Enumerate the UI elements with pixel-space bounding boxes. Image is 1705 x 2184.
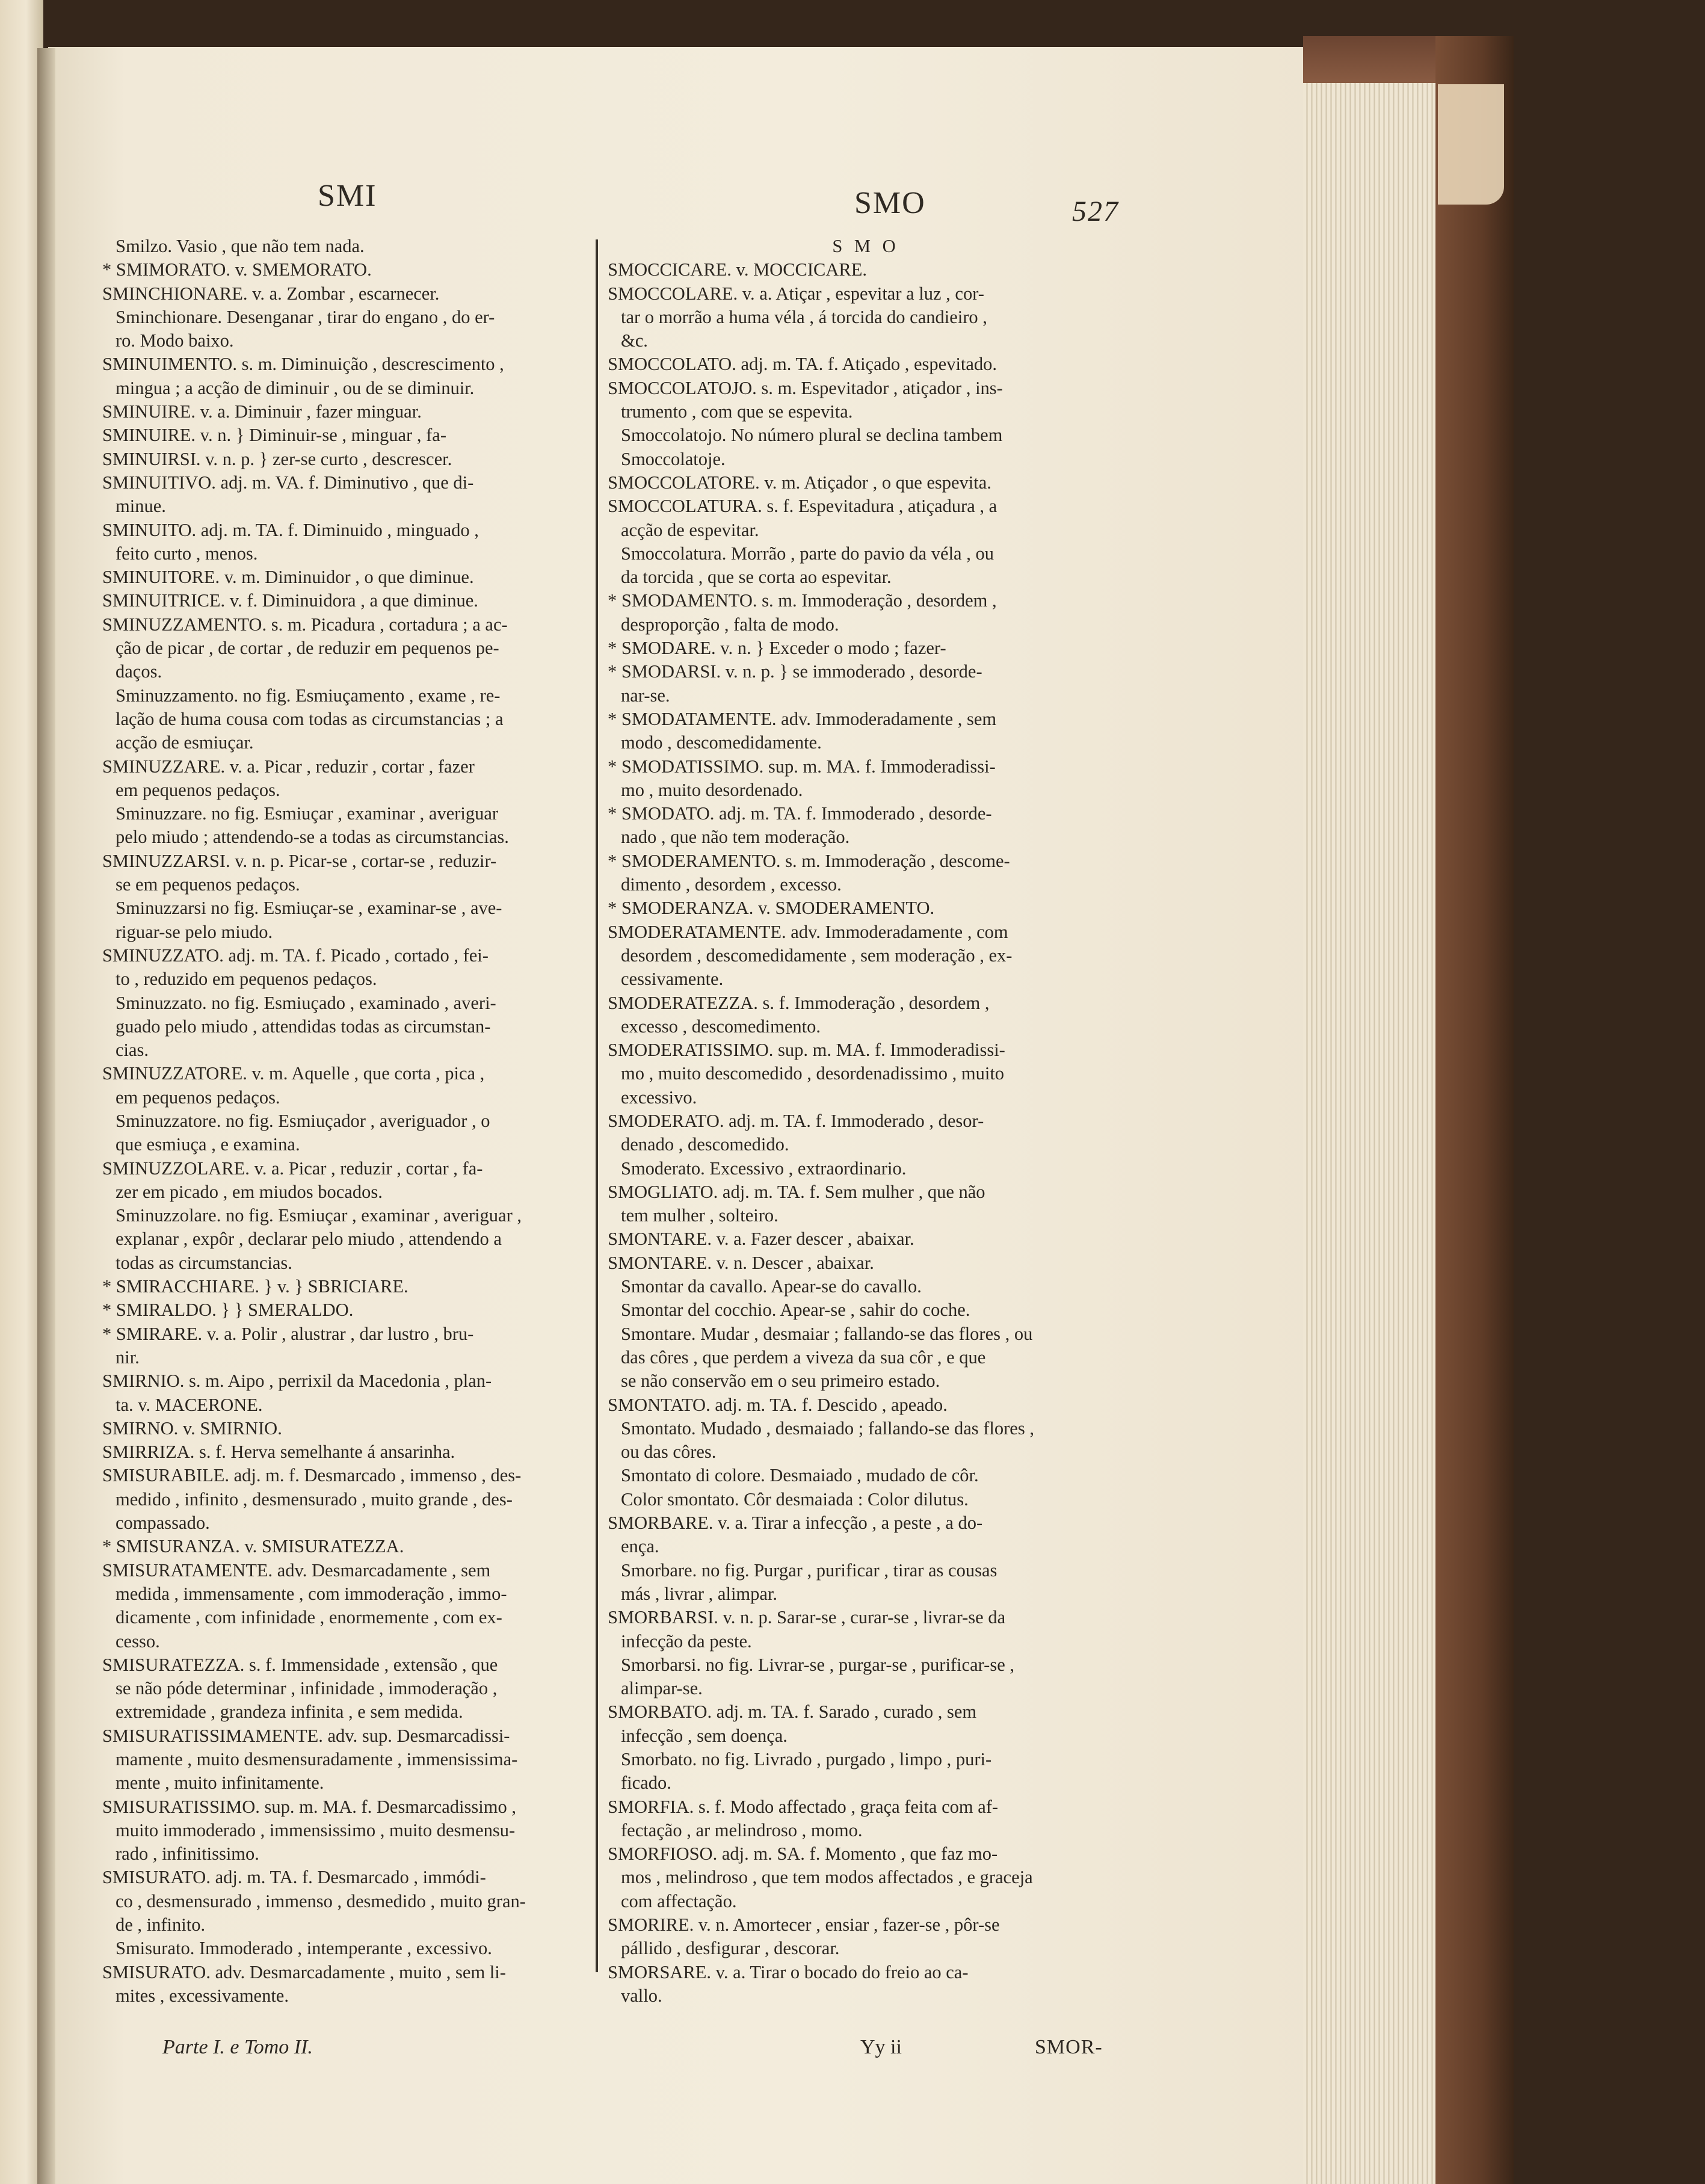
text-line: SMONTATO. adj. m. TA. f. Descido , apeado. [608, 1394, 948, 1415]
text-line: mingua ; a acção de diminuir , ou de se diminuir. [116, 377, 475, 398]
signature-mark: Yy ii [860, 2036, 902, 2058]
text-line: explanar , expôr , declarar pelo miudo , attendendo a [116, 1229, 502, 1250]
text-line: mente , muito infinitamente. [116, 1772, 324, 1794]
text-line: Smorbarsi. no fig. Livrar-se , purgar-se , purificar-se , [621, 1654, 1014, 1675]
text-line: SMONTARE. v. n. Descer , abaixar. [608, 1252, 874, 1273]
text-line: SMINUIRE. v. a. Diminuir , fazer minguar. [102, 401, 422, 422]
text-line: mo , muito descomedido , desordenadissimo , muito [621, 1063, 1005, 1084]
text-line: * SMODARE. v. n. } Exceder o modo ; fazer- [608, 638, 946, 659]
text-line: ficado. [621, 1772, 671, 1794]
column-rule [596, 239, 598, 1972]
text-line: guado pelo miudo , attendidas todas as circumstan- [116, 1016, 491, 1037]
text-line: SMOCCOLATORE. v. m. Atiçador , o que espevita. [608, 472, 991, 493]
text-line: * SMODERANZA. v. SMODERAMENTO. [608, 898, 935, 919]
text-line: dicamente , com infinidade , enormemente , com ex- [116, 1607, 502, 1628]
text-line: SMINUIRSI. v. n. p. } zer-se curto , descrescer. [102, 448, 452, 469]
text-line: SMOCCOLATOJO. s. m. Espevitador , atiçador , ins- [608, 377, 1003, 398]
text-line: infecção , sem doença. [621, 1725, 788, 1746]
text-line: SMINUZZARSI. v. n. p. Picar-se , cortar-se , reduzir- [102, 850, 497, 871]
text-line: Smontato. Mudado , desmaiado ; fallando-se das flores , [621, 1417, 1034, 1439]
text-line: SMOCCOLATO. adj. m. TA. f. Atiçado , espevitado. [608, 354, 997, 375]
text-line: SMIRNO. v. SMIRNIO. [102, 1417, 282, 1439]
text-line: cessivamente. [621, 969, 724, 990]
text-line: tar o morrão a huma véla , á torcida do candieiro , [621, 306, 987, 327]
text-line: se em pequenos pedaços. [116, 874, 300, 895]
text-line: cesso. [116, 1630, 160, 1652]
text-line: SMISURATEZZA. s. f. Immensidade , extensão , que [102, 1654, 498, 1675]
text-line: Smontare. Mudar , desmaiar ; fallando-se das flores , ou [621, 1323, 1033, 1344]
text-line: &c. [621, 330, 648, 351]
text-line: SMODERATAMENTE. adv. Immoderadamente , com [608, 921, 1008, 942]
text-line: de , infinito. [116, 1914, 206, 1936]
text-line: * SMIMORATO. v. SMEMORATO. [102, 259, 372, 280]
text-line: SMINUZZOLARE. v. a. Picar , reduzir , cortar , fa- [102, 1158, 483, 1179]
page-number: 527 [1072, 196, 1119, 227]
text-line: * SMIRARE. v. a. Polir , alustrar , dar lustro , bru- [102, 1323, 474, 1344]
text-line: das côres , que perdem a viveza da sua côr , e que [621, 1346, 986, 1368]
text-line: ção de picar , de cortar , de reduzir em pequenos pe- [116, 638, 499, 659]
text-line: SMIRRIZA. s. f. Herva semelhante á ansarinha. [102, 1442, 455, 1463]
text-line: lação de huma cousa com todas as circumstancias ; a [116, 708, 504, 729]
catchword: SMOR- [1035, 2036, 1103, 2058]
text-line: Sminuzzamento. no fig. Esmiuçamento , exame , re- [116, 685, 501, 706]
text-line: pállido , desfigurar , descorar. [621, 1938, 840, 1959]
text-line: SMISURATO. adj. m. TA. f. Desmarcado , immódi- [102, 1867, 486, 1888]
text-line: Smontar del cocchio. Apear-se , sahir do coche. [621, 1300, 970, 1321]
text-line: Smisurato. Immoderado , intemperante , excessivo. [116, 1938, 492, 1959]
text-line: desproporção , falta de modo. [621, 614, 839, 635]
text-line: SMOCCOLARE. v. a. Atiçar , espevitar a luz , cor- [608, 283, 984, 304]
text-line: compassado. [116, 1513, 210, 1534]
text-line: Sminuzzare. no fig. Esmiuçar , examinar , averiguar [116, 803, 499, 824]
text-line: nir. [116, 1346, 140, 1368]
text-line: todas as circumstancias. [116, 1252, 292, 1273]
text-line: em pequenos pedaços. [116, 779, 280, 800]
text-line: que esmiuça , e examina. [116, 1134, 300, 1155]
text-line: SMODERATISSIMO. sup. m. MA. f. Immoderadissi- [608, 1040, 1005, 1061]
text-line: SMISURATISSIMAMENTE. adv. sup. Desmarcadissi- [102, 1725, 510, 1746]
text-line: SMISURATISSIMO. sup. m. MA. f. Desmarcadissimo , [102, 1796, 516, 1817]
text-line: Color smontato. Côr desmaiada : Color dilutus. [621, 1488, 969, 1510]
book-gutter [37, 48, 55, 2184]
text-line: SMINUITRICE. v. f. Diminuidora , a que diminue. [102, 590, 478, 611]
text-line: SMINCHIONARE. v. a. Zombar , escarnecer. [102, 283, 440, 304]
text-line: da torcida , que se corta ao espevitar. [621, 567, 892, 588]
text-line: SMOCCICARE. v. MOCCICARE. [608, 259, 868, 280]
text-line: SMORBARSI. v. n. p. Sarar-se , curar-se , livrar-se da [608, 1607, 1006, 1628]
text-line: feito curto , menos. [116, 543, 258, 564]
text-line: daços. [116, 661, 162, 682]
text-line: excesso , descomedimento. [621, 1016, 821, 1037]
text-line: dimento , desordem , excesso. [621, 874, 842, 895]
text-line: se não conservão em o seu primeiro estado. [621, 1371, 940, 1392]
text-line: * SMODATO. adj. m. TA. f. Immoderado , desorde- [608, 803, 992, 824]
text-line: * SMODAMENTO. s. m. Immoderação , desordem , [608, 590, 997, 611]
paper-tab [1438, 84, 1504, 205]
text-line: modo , descomedidamente. [621, 732, 822, 753]
text-line: ro. Modo baixo. [116, 330, 234, 351]
text-line: acção de espevitar. [621, 519, 759, 540]
text-line: acção de esmiuçar. [116, 732, 254, 753]
text-line: Sminchionare. Desenganar , tirar do engano , do er- [116, 306, 495, 327]
text-line: * SMIRACCHIARE. } v. } SBRICIARE. [102, 1276, 409, 1297]
text-line: minue. [116, 496, 166, 517]
text-line: * SMIRALDO. } } SMERALDO. [102, 1300, 354, 1321]
text-line: ou das côres. [621, 1442, 717, 1463]
text-line: medido , infinito , desmensurado , muito grande , des- [116, 1488, 513, 1510]
text-line: SMINUITO. adj. m. TA. f. Diminuido , minguado , [102, 519, 479, 540]
text-line: Smoccolatura. Morrão , parte do pavio da véla , ou [621, 543, 994, 564]
text-line: Sminuzzatore. no fig. Esmiuçador , averiguador , o [116, 1110, 490, 1131]
text-line: SMINUIRE. v. n. } Diminuir-se , minguar , fa- [102, 425, 446, 446]
text-line: mamente , muito desmensuradamente , immensissima- [116, 1749, 518, 1769]
running-head-right: SMO [854, 186, 926, 220]
text-line: SMORIRE. v. n. Amortecer , ensiar , fazer-se , pôr-se [608, 1914, 1000, 1936]
text-line: Smoccolatoje. [621, 448, 726, 469]
text-line: * SMODARSI. v. n. p. } se immoderado , desorde- [608, 661, 982, 682]
text-line: extremidade , grandeza infinita , e sem medida. [116, 1701, 463, 1723]
text-line: se não póde determinar , infinidade , immoderação , [116, 1678, 498, 1699]
page-block-edges [1303, 83, 1435, 2184]
text-line: Smontato di colore. Desmaiado , mudado de côr. [621, 1465, 979, 1486]
text-line: Smoccolatojo. No número plural se declina tambem [621, 425, 1003, 446]
left-column [102, 235, 596, 2008]
text-line: excessivo. [621, 1087, 697, 1108]
right-column [608, 235, 1124, 2008]
running-head-left: SMI [318, 179, 377, 213]
text-line: desordem , descomedidamente , sem moderação , ex- [621, 945, 1013, 966]
text-line: S M O [832, 236, 899, 256]
text-line: mos , melindroso , que tem modos affectados , e graceja [621, 1867, 1033, 1888]
text-line: * SMODERAMENTO. s. m. Immoderação , descome- [608, 850, 1010, 871]
text-line: ença. [621, 1536, 659, 1557]
text-line: SMIRNIO. s. m. Aipo , perrixil da Macedonia , plan- [102, 1371, 492, 1392]
text-line: SMINUZZATORE. v. m. Aquelle , que corta , pica , [102, 1063, 485, 1084]
text-line: SMISURATAMENTE. adv. Desmarcadamente , sem [102, 1559, 491, 1581]
text-line: Smilzo. Vasio , que não tem nada. [116, 236, 365, 256]
text-line: tem mulher , solteiro. [621, 1205, 779, 1226]
text-line: cias. [116, 1040, 149, 1061]
text-line: pelo miudo ; attendendo-se a todas as circumstancias. [116, 827, 509, 848]
text-line: Smorbare. no fig. Purgar , purificar , tirar as cousas [621, 1559, 997, 1581]
text-line: SMORFIA. s. f. Modo affectado , graça feita com af- [608, 1796, 999, 1817]
text-line: SMINUZZAMENTO. s. m. Picadura , cortadura ; a ac- [102, 614, 508, 635]
text-line: Sminuzzolare. no fig. Esmiuçar , examinar , averiguar , [116, 1205, 522, 1226]
background [1514, 0, 1705, 2184]
text-line: SMOGLIATO. adj. m. TA. f. Sem mulher , que não [608, 1181, 985, 1202]
text-line: infecção da peste. [621, 1630, 752, 1652]
text-line: nar-se. [621, 685, 670, 706]
text-line: rado , infinitissimo. [116, 1843, 259, 1865]
text-line: Smoderato. Excessivo , extraordinario. [621, 1158, 907, 1179]
text-line: SMOCCOLATURA. s. f. Espevitadura , atiçadura , a [608, 496, 997, 517]
text-line: nado , que não tem moderação. [621, 827, 850, 848]
text-line: * SMODATISSIMO. sup. m. MA. f. Immoderadissi- [608, 756, 996, 777]
text-line: SMISURABILE. adj. m. f. Desmarcado , immenso , des- [102, 1465, 522, 1486]
text-line: más , livrar , alimpar. [621, 1583, 778, 1604]
text-line: zer em picado , em miudos bocados. [116, 1181, 383, 1202]
text-line: mo , muito desordenado. [621, 779, 803, 800]
text-line: riguar-se pelo miudo. [116, 921, 273, 942]
text-line: SMORBATO. adj. m. TA. f. Sarado , curado , sem [608, 1701, 977, 1723]
text-line: to , reduzido em pequenos pedaços. [116, 969, 377, 990]
text-line: * SMISURANZA. v. SMISURATEZZA. [102, 1536, 404, 1557]
text-line: em pequenos pedaços. [116, 1087, 280, 1108]
text-line: * SMODATAMENTE. adv. Immoderadamente , sem [608, 708, 997, 729]
text-line: SMINUITORE. v. m. Diminuidor , o que diminue. [102, 567, 474, 588]
text-line: Sminuzzarsi no fig. Esmiuçar-se , examinar-se , ave- [116, 898, 502, 919]
text-line: Smontar da cavallo. Apear-se do cavallo. [621, 1276, 922, 1297]
text-line: SMINUZZARE. v. a. Picar , reduzir , cortar , fazer [102, 756, 475, 777]
text-line: denado , descomedido. [621, 1134, 789, 1155]
text-line: mites , excessivamente. [116, 1985, 289, 2006]
text-line: SMISURATO. adv. Desmarcadamente , muito , sem li- [102, 1961, 506, 1982]
text-line: trumento , com que se espevita. [621, 401, 853, 422]
text-line: SMORSARE. v. a. Tirar o bocado do freio ao ca- [608, 1961, 969, 1982]
text-line: SMINUZZATO. adj. m. TA. f. Picado , cortado , fei- [102, 945, 489, 966]
text-line: medida , immensamente , com immoderação , immo- [116, 1583, 507, 1604]
text-line: Sminuzzato. no fig. Esmiuçado , examinado , averi- [116, 992, 496, 1013]
text-line: com affectação. [621, 1890, 737, 1911]
text-line: SMINUITIVO. adj. m. VA. f. Diminutivo , que di- [102, 472, 474, 493]
text-line: SMORFIOSO. adj. m. SA. f. Momento , que faz mo- [608, 1843, 998, 1865]
text-line: SMODERATEZZA. s. f. Immoderação , desordem , [608, 992, 990, 1013]
book-cover-spine [1435, 36, 1514, 2184]
text-line: SMORBARE. v. a. Tirar a infecção , a peste , a do- [608, 1513, 983, 1534]
footer-note: Parte I. e Tomo II. [162, 2036, 313, 2058]
text-line: SMONTARE. v. a. Fazer descer , abaixar. [608, 1229, 914, 1250]
text-line: SMINUIMENTO. s. m. Diminuição , descrescimento , [102, 354, 504, 375]
text-line: Smorbato. no fig. Livrado , purgado , limpo , puri- [621, 1749, 992, 1769]
text-line: vallo. [621, 1985, 662, 2006]
text-line: fectação , ar melindroso , momo. [621, 1819, 863, 1840]
text-line: ta. v. MACERONE. [116, 1394, 263, 1415]
text-line: alimpar-se. [621, 1678, 703, 1699]
text-line: muito immoderado , immensissimo , muito desmensu- [116, 1819, 516, 1840]
text-line: co , desmensurado , immenso , desmedido , muito gran- [116, 1890, 526, 1911]
text-line: SMODERATO. adj. m. TA. f. Immoderado , desor- [608, 1110, 984, 1131]
